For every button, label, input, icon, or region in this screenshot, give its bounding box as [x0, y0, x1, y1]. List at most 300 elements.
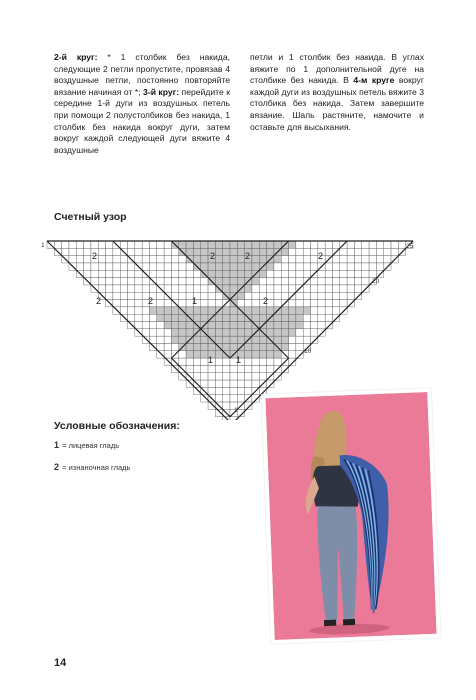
chart-zone-label: 2 — [318, 251, 324, 261]
chart-cell — [289, 351, 296, 358]
chart-cell — [106, 285, 113, 292]
chart-cell — [201, 365, 208, 372]
chart-cell — [303, 248, 310, 255]
paragraph-text: перейдите к середине 1-й дуги из воздушных петель при помощи 2 полустолбиков без накида, 1 столбик без накида вокруг дуги, затем вокруг каждой следующей дуги вяжите 4 воздушные — [54, 86, 230, 155]
chart-cell — [325, 322, 332, 329]
chart-cell — [296, 322, 303, 329]
chart-cell — [347, 256, 354, 263]
chart-cell — [281, 343, 288, 350]
chart-cell — [208, 322, 215, 329]
chart-cell — [223, 336, 230, 343]
chart-cell — [347, 263, 354, 270]
chart-cell — [164, 278, 171, 285]
chart-cell — [369, 256, 376, 263]
chart-cell — [245, 241, 252, 248]
chart-cell — [128, 270, 135, 277]
chart-cell — [347, 270, 354, 277]
chart-cell — [245, 365, 252, 372]
chart-cell — [245, 285, 252, 292]
chart-cell — [289, 307, 296, 314]
chart-cell — [267, 263, 274, 270]
chart-cell — [237, 256, 244, 263]
chart-cell — [186, 270, 193, 277]
chart-zone-label: 2 — [92, 251, 98, 261]
chart-cell — [164, 263, 171, 270]
chart-cell — [120, 292, 127, 299]
chart-cell — [223, 387, 230, 394]
chart-cell — [149, 263, 156, 270]
chart-cell — [193, 256, 200, 263]
chart-cell — [171, 343, 178, 350]
chart-cell — [245, 373, 252, 380]
chart-cell — [325, 285, 332, 292]
chart-cell — [135, 248, 142, 255]
chart-cell — [340, 278, 347, 285]
chart-cell — [230, 387, 237, 394]
chart-cell — [230, 365, 237, 372]
chart-cell — [267, 307, 274, 314]
chart-cell — [303, 307, 310, 314]
chart-cell — [62, 248, 69, 255]
chart-cell — [149, 285, 156, 292]
chart-cell — [76, 248, 83, 255]
chart-cell — [296, 241, 303, 248]
chart-cell — [149, 336, 156, 343]
chart-cell — [128, 241, 135, 248]
chart-cell — [208, 241, 215, 248]
chart-cell — [106, 241, 113, 248]
chart-cell — [296, 263, 303, 270]
chart-cell — [230, 248, 237, 255]
chart-cell — [259, 241, 266, 248]
chart-cell — [193, 343, 200, 350]
chart-cell — [289, 314, 296, 321]
chart-cell — [193, 358, 200, 365]
chart-cell — [230, 256, 237, 263]
chart-cell — [259, 373, 266, 380]
chart-cell — [157, 314, 164, 321]
chart-cell — [245, 343, 252, 350]
chart-cell — [230, 307, 237, 314]
chart-cell — [91, 270, 98, 277]
chart-cell — [303, 241, 310, 248]
chart-cell — [274, 300, 281, 307]
chart-cell — [157, 322, 164, 329]
chart-cell — [84, 256, 91, 263]
chart-cell — [120, 263, 127, 270]
chart-cell — [98, 241, 105, 248]
chart-cell — [296, 292, 303, 299]
chart-cell — [252, 336, 259, 343]
chart-cell — [164, 248, 171, 255]
chart-cell — [164, 256, 171, 263]
chart-cell — [354, 285, 361, 292]
chart-cell — [149, 307, 156, 314]
chart-cell — [289, 278, 296, 285]
chart-cell — [215, 300, 222, 307]
chart-cell — [325, 307, 332, 314]
chart-cell — [340, 270, 347, 277]
chart-cell — [267, 285, 274, 292]
chart-cell — [362, 248, 369, 255]
chart-cell — [135, 329, 142, 336]
chart-cell — [186, 285, 193, 292]
chart-cell — [274, 270, 281, 277]
chart-cell — [91, 278, 98, 285]
chart-cell — [325, 300, 332, 307]
chart-cell — [149, 314, 156, 321]
chart-cell — [128, 285, 135, 292]
chart-cell — [332, 300, 339, 307]
chart-zone-label: 2 — [96, 296, 102, 306]
chart-cell — [193, 248, 200, 255]
chart-cell — [318, 292, 325, 299]
chart-cell — [179, 314, 186, 321]
chart-cell — [128, 300, 135, 307]
chart-cell — [164, 351, 171, 358]
chart-cell — [208, 270, 215, 277]
chart-cell — [164, 329, 171, 336]
chart-cell — [311, 307, 318, 314]
legend-key: 2 — [54, 462, 60, 472]
chart-cell — [215, 365, 222, 372]
chart-cell — [325, 241, 332, 248]
chart-cell — [208, 285, 215, 292]
chart-cell — [223, 373, 230, 380]
chart-cell — [179, 241, 186, 248]
chart-cell — [347, 292, 354, 299]
chart-cell — [215, 292, 222, 299]
chart-cell — [215, 270, 222, 277]
chart-cell — [223, 256, 230, 263]
chart-cell — [157, 278, 164, 285]
chart-cell — [164, 300, 171, 307]
chart-cell — [274, 373, 281, 380]
chart-cell — [303, 263, 310, 270]
chart-cell — [171, 329, 178, 336]
chart-cell — [98, 285, 105, 292]
chart-cell — [267, 351, 274, 358]
chart-cell — [267, 329, 274, 336]
chart-cell — [281, 322, 288, 329]
chart-cell — [281, 365, 288, 372]
chart-cell — [354, 248, 361, 255]
chart-cell — [193, 373, 200, 380]
chart-cell — [252, 285, 259, 292]
chart-cell — [289, 248, 296, 255]
chart-cell — [252, 256, 259, 263]
chart-cell — [113, 248, 120, 255]
chart-cell — [318, 307, 325, 314]
chart-cell — [142, 278, 149, 285]
chart-cell — [223, 402, 230, 409]
chart-cell — [354, 278, 361, 285]
chart-zone-label: 2 — [245, 251, 251, 261]
chart-cell — [354, 241, 361, 248]
chart-cell — [318, 314, 325, 321]
chart-cell — [274, 292, 281, 299]
chart-cell — [215, 351, 222, 358]
chart-cell — [318, 278, 325, 285]
chart-cell — [171, 336, 178, 343]
chart-cell — [230, 329, 237, 336]
chart-cell — [120, 285, 127, 292]
chart-cell — [142, 329, 149, 336]
legend-title: Условные обозначения: — [54, 420, 180, 432]
chart-cell — [113, 270, 120, 277]
chart-cell — [142, 285, 149, 292]
chart-cell — [311, 292, 318, 299]
chart-cell — [223, 365, 230, 372]
paragraph-heading: 2-й круг: — [54, 52, 98, 62]
chart-cell — [362, 278, 369, 285]
shoe — [343, 619, 355, 625]
chart-cell — [69, 241, 76, 248]
chart-cell — [164, 314, 171, 321]
chart-cell — [296, 343, 303, 350]
chart-cell — [289, 358, 296, 365]
chart-cell — [208, 373, 215, 380]
chart-cell — [296, 351, 303, 358]
chart-cell — [332, 285, 339, 292]
chart-cell — [193, 351, 200, 358]
chart-cell — [142, 314, 149, 321]
chart-cell — [311, 300, 318, 307]
chart-cell — [267, 270, 274, 277]
chart-zone-label: 1 — [236, 355, 242, 365]
chart-cell — [303, 270, 310, 277]
chart-cell — [296, 256, 303, 263]
chart-cell — [201, 358, 208, 365]
chart-cell — [135, 270, 142, 277]
chart-cell — [281, 314, 288, 321]
chart-cell — [208, 300, 215, 307]
chart-cell — [201, 380, 208, 387]
chart-cell — [347, 278, 354, 285]
chart-cell — [332, 307, 339, 314]
chart-cell — [296, 270, 303, 277]
chart-cell — [208, 380, 215, 387]
chart-cell — [91, 263, 98, 270]
chart-cell — [252, 300, 259, 307]
chart-cell — [128, 292, 135, 299]
chart-cell — [274, 256, 281, 263]
chart-cell — [201, 343, 208, 350]
chart-cell — [311, 278, 318, 285]
chart-cell — [149, 343, 156, 350]
chart-cell — [281, 336, 288, 343]
chart-cell — [186, 248, 193, 255]
chart-cell — [135, 241, 142, 248]
chart-cell — [289, 329, 296, 336]
chart-cell — [289, 263, 296, 270]
chart-cell — [325, 314, 332, 321]
chart-cell — [215, 322, 222, 329]
chart-cell — [142, 263, 149, 270]
chart-cell — [252, 380, 259, 387]
chart-cell — [332, 270, 339, 277]
chart-cell — [201, 292, 208, 299]
chart-cell — [201, 336, 208, 343]
chart-cell — [179, 285, 186, 292]
chart-cell — [164, 270, 171, 277]
chart-cell — [281, 292, 288, 299]
chart-cell — [347, 241, 354, 248]
chart-cell — [76, 241, 83, 248]
chart-cell — [208, 307, 215, 314]
chart-cell — [376, 256, 383, 263]
chart-cell — [135, 300, 142, 307]
chart-cell — [142, 241, 149, 248]
chart-cell — [259, 351, 266, 358]
chart-cell — [106, 292, 113, 299]
chart-cell — [208, 387, 215, 394]
chart-cell — [289, 300, 296, 307]
chart-cell — [274, 263, 281, 270]
chart-cell — [245, 300, 252, 307]
chart-cell — [157, 270, 164, 277]
chart-cell — [142, 256, 149, 263]
chart-cell — [201, 373, 208, 380]
chart-cell — [259, 270, 266, 277]
chart-row-label: 20 — [372, 278, 380, 285]
chart-cell — [69, 256, 76, 263]
photo-illustration — [265, 392, 436, 640]
chart-cell — [84, 270, 91, 277]
chart-cell — [128, 278, 135, 285]
chart-cell — [106, 263, 113, 270]
chart-cell — [128, 263, 135, 270]
chart-cell — [274, 285, 281, 292]
paragraph-text: петли и 1 столбик без накида. В углах вяжите по 1 дополнительной дуге на столбике без накида. В — [250, 52, 424, 86]
chart-cell — [128, 248, 135, 255]
chart-cell — [303, 329, 310, 336]
chart-cell — [171, 278, 178, 285]
chart-cell — [120, 300, 127, 307]
chart-cell — [245, 387, 252, 394]
shoe — [324, 620, 336, 626]
chart-cell — [157, 300, 164, 307]
chart-cell — [281, 329, 288, 336]
chart-cell — [237, 365, 244, 372]
chart-cell — [303, 314, 310, 321]
chart-cell — [171, 285, 178, 292]
chart-zone-label: 2 — [263, 296, 269, 306]
chart-cell — [252, 358, 259, 365]
chart-cell — [171, 256, 178, 263]
chart-cell — [230, 241, 237, 248]
chart-cell — [193, 314, 200, 321]
chart-cell — [120, 241, 127, 248]
chart-cell — [193, 270, 200, 277]
chart-cell — [193, 336, 200, 343]
chart-cell — [354, 270, 361, 277]
chart-cell — [303, 300, 310, 307]
chart-cell — [289, 322, 296, 329]
chart-cell — [171, 292, 178, 299]
chart-cell — [259, 285, 266, 292]
chart-cell — [179, 336, 186, 343]
chart-cell — [215, 241, 222, 248]
chart-cell — [376, 248, 383, 255]
chart-cell — [84, 248, 91, 255]
chart-cell — [106, 270, 113, 277]
chart-cell — [245, 307, 252, 314]
chart-cell — [179, 256, 186, 263]
chart-cell — [201, 285, 208, 292]
chart-cell — [215, 329, 222, 336]
chart-cell — [325, 278, 332, 285]
chart-cell — [237, 373, 244, 380]
chart-cell — [171, 248, 178, 255]
chart-cell — [274, 322, 281, 329]
chart-cell — [259, 336, 266, 343]
chart-cell — [223, 380, 230, 387]
chart-cell — [179, 292, 186, 299]
chart-cell — [171, 307, 178, 314]
chart-cell — [289, 241, 296, 248]
chart-cell — [340, 285, 347, 292]
chart-cell — [149, 241, 156, 248]
chart-cell — [281, 307, 288, 314]
chart-cell — [179, 373, 186, 380]
chart-cell — [311, 329, 318, 336]
chart-cell — [164, 307, 171, 314]
chart-cell — [252, 314, 259, 321]
chart-cell — [208, 343, 215, 350]
chart-cell — [208, 329, 215, 336]
chart-cell — [281, 256, 288, 263]
chart-cell — [318, 241, 325, 248]
chart-cell — [230, 380, 237, 387]
chart-cell — [281, 248, 288, 255]
chart-cell — [274, 336, 281, 343]
chart-cell — [230, 336, 237, 343]
chart-cell — [135, 285, 142, 292]
chart-cell — [245, 263, 252, 270]
chart-cell — [311, 241, 318, 248]
chart-cell — [252, 351, 259, 358]
chart-cell — [149, 248, 156, 255]
chart-cell — [215, 263, 222, 270]
chart-cell — [237, 380, 244, 387]
shawl-photo — [261, 388, 440, 644]
chart-cell — [384, 256, 391, 263]
chart-cell — [281, 285, 288, 292]
chart-cell — [245, 270, 252, 277]
chart-cell — [296, 307, 303, 314]
chart-cell — [340, 300, 347, 307]
chart-cell — [303, 292, 310, 299]
chart-cell — [215, 256, 222, 263]
chart-cell — [84, 263, 91, 270]
chart-cell — [201, 278, 208, 285]
chart-cell — [296, 314, 303, 321]
chart-cell — [157, 263, 164, 270]
chart-cell — [179, 358, 186, 365]
chart-cell — [164, 343, 171, 350]
chart-cell — [142, 336, 149, 343]
chart-cell — [354, 256, 361, 263]
chart-cell — [120, 270, 127, 277]
chart-cell — [171, 365, 178, 372]
chart-cell — [267, 358, 274, 365]
chart-cell — [106, 278, 113, 285]
chart-cell — [252, 263, 259, 270]
chart-cell — [215, 373, 222, 380]
chart-cell — [245, 380, 252, 387]
chart-cell — [340, 248, 347, 255]
